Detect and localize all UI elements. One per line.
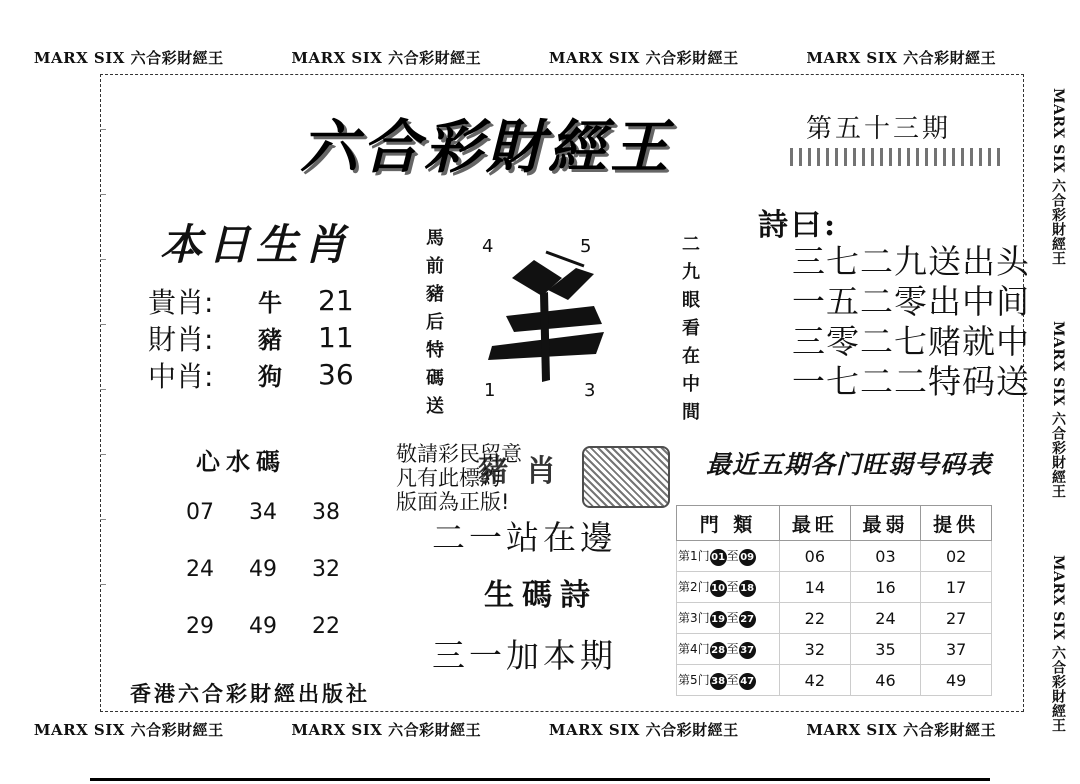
door-range [677, 572, 780, 603]
stamp-text: 豬肖 [478, 454, 574, 489]
stats-table-title: 最近五期各门旺弱号码表 [706, 450, 993, 479]
water-numbers-title: 心水碼 [196, 447, 286, 476]
offer-cell: 49 [921, 665, 992, 696]
water-row [178, 500, 348, 557]
zodiac-row [148, 356, 388, 393]
water-numbers-grid [178, 500, 348, 671]
max-cell: 06 [780, 541, 851, 572]
left-dot-border [100, 100, 108, 620]
table-row [677, 634, 992, 665]
border-item: MARX SIX 六合彩財經王 [806, 720, 997, 739]
border-item: MARX SIX 六合彩財經王 [291, 48, 482, 67]
poem-lines [792, 242, 1030, 402]
offer-cell: 17 [921, 572, 992, 603]
zodiac-label: 貴肖: [148, 285, 214, 319]
publisher-name: 香港六合彩財經出版社 [130, 681, 370, 706]
ball-badge: 38 [710, 673, 727, 690]
range-separator: 至 [726, 610, 739, 625]
ball-badge: 01 [710, 549, 727, 566]
door-label: 第2门 [678, 579, 710, 594]
slogan-1: 二一站在邊 [432, 518, 617, 557]
zodiac-number: 36 [318, 358, 354, 391]
zodiac-row [148, 319, 388, 356]
door-label: 第4门 [678, 641, 710, 656]
table-header-row [677, 506, 992, 541]
top-border-banner [0, 46, 1030, 68]
table-row [677, 603, 992, 634]
water-number: 34 [249, 500, 277, 525]
water-number: 07 [186, 500, 214, 525]
zodiac-row [148, 282, 388, 319]
border-item: MARX SIX 六合彩財經王 [1050, 87, 1066, 266]
door-label: 第5门 [678, 672, 710, 687]
bottom-border-banner [0, 718, 1030, 740]
offer-cell: 27 [921, 603, 992, 634]
offer-cell: 02 [921, 541, 992, 572]
water-number: 49 [249, 557, 277, 582]
table-header: 提供 [921, 506, 992, 541]
poem-line: 三零二七赌就中 [792, 322, 1030, 361]
zodiac-animal: 狗 [258, 362, 282, 391]
table-header: 門 類 [677, 506, 780, 541]
riddle-number: 5 [580, 236, 592, 257]
zodiac-animal: 豬 [258, 325, 282, 354]
zodiac-title: 本日生肖 [160, 220, 353, 269]
offer-cell: 37 [921, 634, 992, 665]
border-item: MARX SIX 六合彩財經王 [806, 48, 997, 67]
zodiac-number: 21 [318, 284, 354, 317]
min-cell: 46 [850, 665, 921, 696]
min-cell: 35 [850, 634, 921, 665]
range-separator: 至 [726, 579, 739, 594]
border-item: MARX SIX 六合彩財經王 [548, 720, 739, 739]
bottom-rule [90, 778, 990, 781]
ball-badge: 47 [739, 673, 756, 690]
right-border-banner [1036, 60, 1080, 760]
ball-badge: 27 [739, 611, 756, 628]
water-number: 38 [312, 500, 340, 525]
ball-badge: 10 [710, 580, 727, 597]
stamp-logo [582, 446, 670, 508]
min-cell: 16 [850, 572, 921, 603]
range-separator: 至 [726, 548, 739, 563]
stats-table [676, 505, 992, 696]
ball-badge: 09 [739, 549, 756, 566]
door-range [677, 665, 780, 696]
riddle-number: 4 [482, 236, 494, 257]
sheep-character-graphic [484, 250, 614, 385]
ball-badge: 28 [710, 642, 727, 659]
notice-line: 版面為正版! [396, 490, 510, 514]
table-header: 最旺 [780, 506, 851, 541]
door-range [677, 541, 780, 572]
ball-badge: 18 [739, 580, 756, 597]
issue-number: 第五十三期 [806, 114, 952, 144]
max-cell: 42 [780, 665, 851, 696]
notice-line: 敬請彩民留意 [396, 442, 522, 466]
border-item: MARX SIX 六合彩財經王 [1050, 321, 1066, 499]
water-row [178, 557, 348, 614]
water-number: 24 [186, 557, 214, 582]
min-cell: 24 [850, 603, 921, 634]
table-row [677, 665, 992, 696]
border-item: MARX SIX 六合彩財經王 [548, 48, 739, 67]
poem-title: 詩曰: [758, 208, 839, 243]
page-title: 六合彩財經王 [300, 113, 673, 181]
border-item: MARX SIX 六合彩財經王 [1050, 554, 1066, 733]
max-cell: 32 [780, 634, 851, 665]
water-number: 29 [186, 614, 214, 639]
notice-line: 凡有此標約 [396, 466, 501, 490]
water-row [178, 614, 348, 671]
slogan-2: 生碼詩 [484, 578, 598, 613]
range-separator: 至 [726, 672, 739, 687]
range-separator: 至 [726, 641, 739, 656]
zodiac-list [148, 282, 388, 393]
zodiac-label: 財肖: [148, 322, 214, 356]
riddle-number: 1 [484, 380, 496, 401]
water-number: 22 [312, 614, 340, 639]
table-row [677, 541, 992, 572]
ball-badge: 19 [710, 611, 727, 628]
slogan-3: 三一加本期 [432, 636, 617, 675]
zodiac-label: 中肖: [148, 359, 214, 393]
zodiac-number: 11 [318, 321, 354, 354]
riddle-left-vertical: 馬前豬后特碼送 [423, 228, 444, 424]
riddle-right-vertical: 二九眼看在中間 [679, 234, 700, 430]
door-label: 第3门 [678, 610, 710, 625]
min-cell: 03 [850, 541, 921, 572]
border-item: MARX SIX 六合彩財經王 [291, 720, 482, 739]
water-number: 49 [249, 614, 277, 639]
poem-line: 三七二九送出头 [792, 242, 1030, 281]
door-range [677, 603, 780, 634]
poem-line: 一五二零出中间 [792, 282, 1030, 321]
max-cell: 22 [780, 603, 851, 634]
border-item: MARX SIX 六合彩財經王 [33, 720, 224, 739]
zodiac-animal: 牛 [258, 288, 282, 317]
ball-badge: 37 [739, 642, 756, 659]
max-cell: 14 [780, 572, 851, 603]
border-item: MARX SIX 六合彩財經王 [33, 48, 224, 67]
door-label: 第1门 [678, 548, 710, 563]
table-header: 最弱 [850, 506, 921, 541]
poem-line: 一七二二特码送 [792, 362, 1030, 401]
decorative-divider [790, 148, 1000, 166]
riddle-number: 3 [584, 380, 596, 401]
table-row [677, 572, 992, 603]
water-number: 32 [312, 557, 340, 582]
door-range [677, 634, 780, 665]
